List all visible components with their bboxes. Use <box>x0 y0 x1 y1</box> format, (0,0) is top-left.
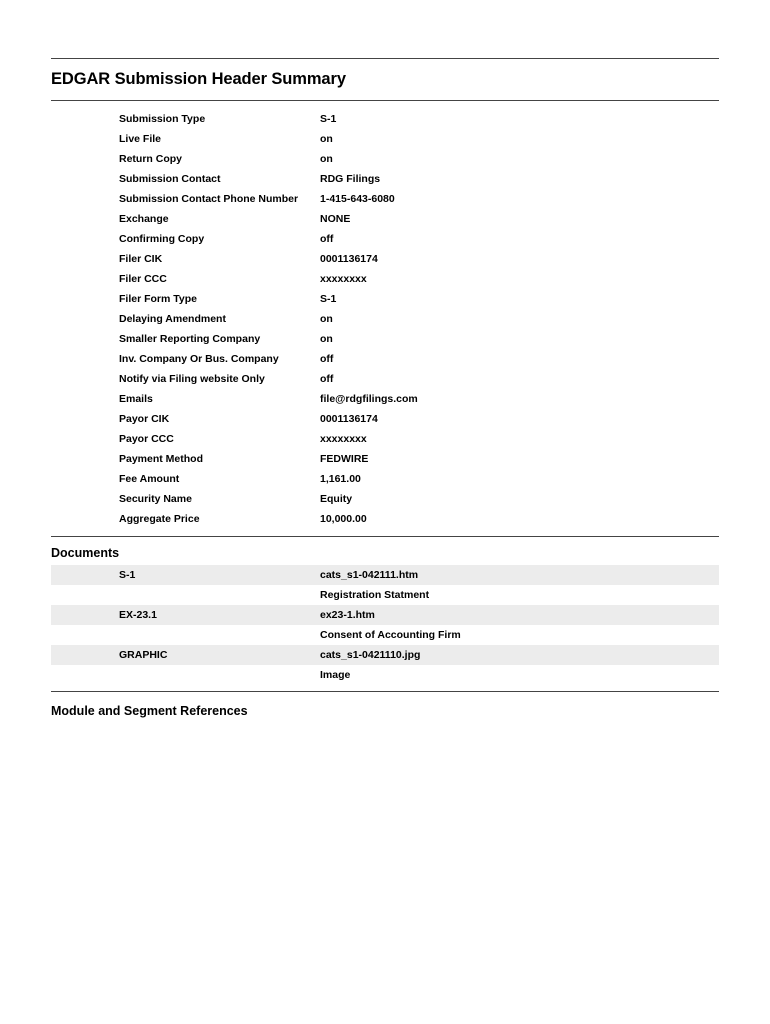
summary-label: Notify via Filing website Only <box>119 373 265 385</box>
summary-label: Inv. Company Or Bus. Company <box>119 353 279 365</box>
summary-label: Submission Type <box>119 113 206 125</box>
summary-label: Payor CCC <box>119 433 174 445</box>
document-file: cats_s1-0421110.jpg <box>320 649 421 661</box>
summary-value: on <box>320 313 333 325</box>
summary-label: Aggregate Price <box>119 513 200 525</box>
summary-row <box>51 309 719 329</box>
document-description-row <box>51 665 719 685</box>
document-description-row <box>51 625 719 645</box>
summary-value: Equity <box>320 493 353 505</box>
document-description: Image <box>320 669 351 681</box>
summary-value: off <box>320 233 334 245</box>
summary-label: Delaying Amendment <box>119 313 226 325</box>
summary-row <box>51 269 719 289</box>
summary-row <box>51 209 719 229</box>
document-row <box>51 645 719 665</box>
summary-value: 0001136174 <box>320 253 378 265</box>
submission-header-page <box>51 0 719 728</box>
summary-row <box>51 109 719 129</box>
summary-row <box>51 149 719 169</box>
summary-row <box>51 349 719 369</box>
summary-label: Filer CIK <box>119 253 163 265</box>
summary-row <box>51 189 719 209</box>
summary-label: Payor CIK <box>119 413 170 425</box>
document-spacer <box>51 665 320 685</box>
summary-label: Filer CCC <box>119 273 167 285</box>
summary-value: on <box>320 133 333 145</box>
summary-value: xxxxxxxx <box>320 273 367 285</box>
module-segment-heading: Module and Segment References <box>51 704 248 718</box>
summary-row <box>51 409 719 429</box>
summary-label: Submission Contact Phone Number <box>119 193 299 205</box>
summary-value: 1-415-643-6080 <box>320 193 395 205</box>
summary-value: FEDWIRE <box>320 453 369 465</box>
summary-value: 1,161.00 <box>320 473 361 485</box>
summary-value: 10,000.00 <box>320 513 367 525</box>
summary-row <box>51 429 719 449</box>
summary-label: Payment Method <box>119 453 204 465</box>
summary-value: on <box>320 153 333 165</box>
summary-label: Live File <box>119 133 162 145</box>
summary-label: Confirming Copy <box>119 233 205 245</box>
document-type: EX-23.1 <box>119 609 157 621</box>
summary-value: off <box>320 373 334 385</box>
summary-value: xxxxxxxx <box>320 433 367 445</box>
summary-row <box>51 489 719 509</box>
title-divider <box>51 100 719 101</box>
summary-value: NONE <box>320 213 351 225</box>
summary-label: Submission Contact <box>119 173 221 185</box>
document-type: S-1 <box>119 569 136 581</box>
documents-heading: Documents <box>51 546 120 560</box>
summary-label: Filer Form Type <box>119 293 197 305</box>
summary-row <box>51 229 719 249</box>
summary-label: Security Name <box>119 493 192 505</box>
document-file: ex23-1.htm <box>320 609 375 621</box>
summary-value: S-1 <box>320 293 337 305</box>
document-spacer <box>51 585 320 605</box>
document-description-row <box>51 585 719 605</box>
summary-value: S-1 <box>320 113 337 125</box>
summary-value: 0001136174 <box>320 413 378 425</box>
document-row <box>51 605 719 625</box>
summary-row <box>51 469 719 489</box>
summary-row <box>51 449 719 469</box>
document-type: GRAPHIC <box>119 649 168 661</box>
documents-table <box>51 565 719 685</box>
summary-row <box>51 289 719 309</box>
page-title: EDGAR Submission Header Summary <box>51 70 346 88</box>
summary-label: Smaller Reporting Company <box>119 333 261 345</box>
summary-value: RDG Filings <box>320 173 381 185</box>
summary-row <box>51 509 719 529</box>
summary-row <box>51 129 719 149</box>
summary-row <box>51 369 719 389</box>
document-description: Registration Statment <box>320 589 430 601</box>
document-description: Consent of Accounting Firm <box>320 629 461 641</box>
summary-table <box>51 109 719 529</box>
summary-label: Fee Amount <box>119 473 180 485</box>
summary-row <box>51 329 719 349</box>
summary-label: Emails <box>119 393 153 405</box>
document-file: cats_s1-042111.htm <box>320 569 419 581</box>
summary-value: off <box>320 353 334 365</box>
summary-label: Return Copy <box>119 153 182 165</box>
document-row <box>51 565 719 585</box>
summary-row <box>51 169 719 189</box>
summary-row <box>51 389 719 409</box>
summary-label: Exchange <box>119 213 169 225</box>
document-spacer <box>51 625 320 645</box>
summary-row <box>51 249 719 269</box>
summary-value: on <box>320 333 333 345</box>
summary-value: file@rdgfilings.com <box>320 393 418 405</box>
